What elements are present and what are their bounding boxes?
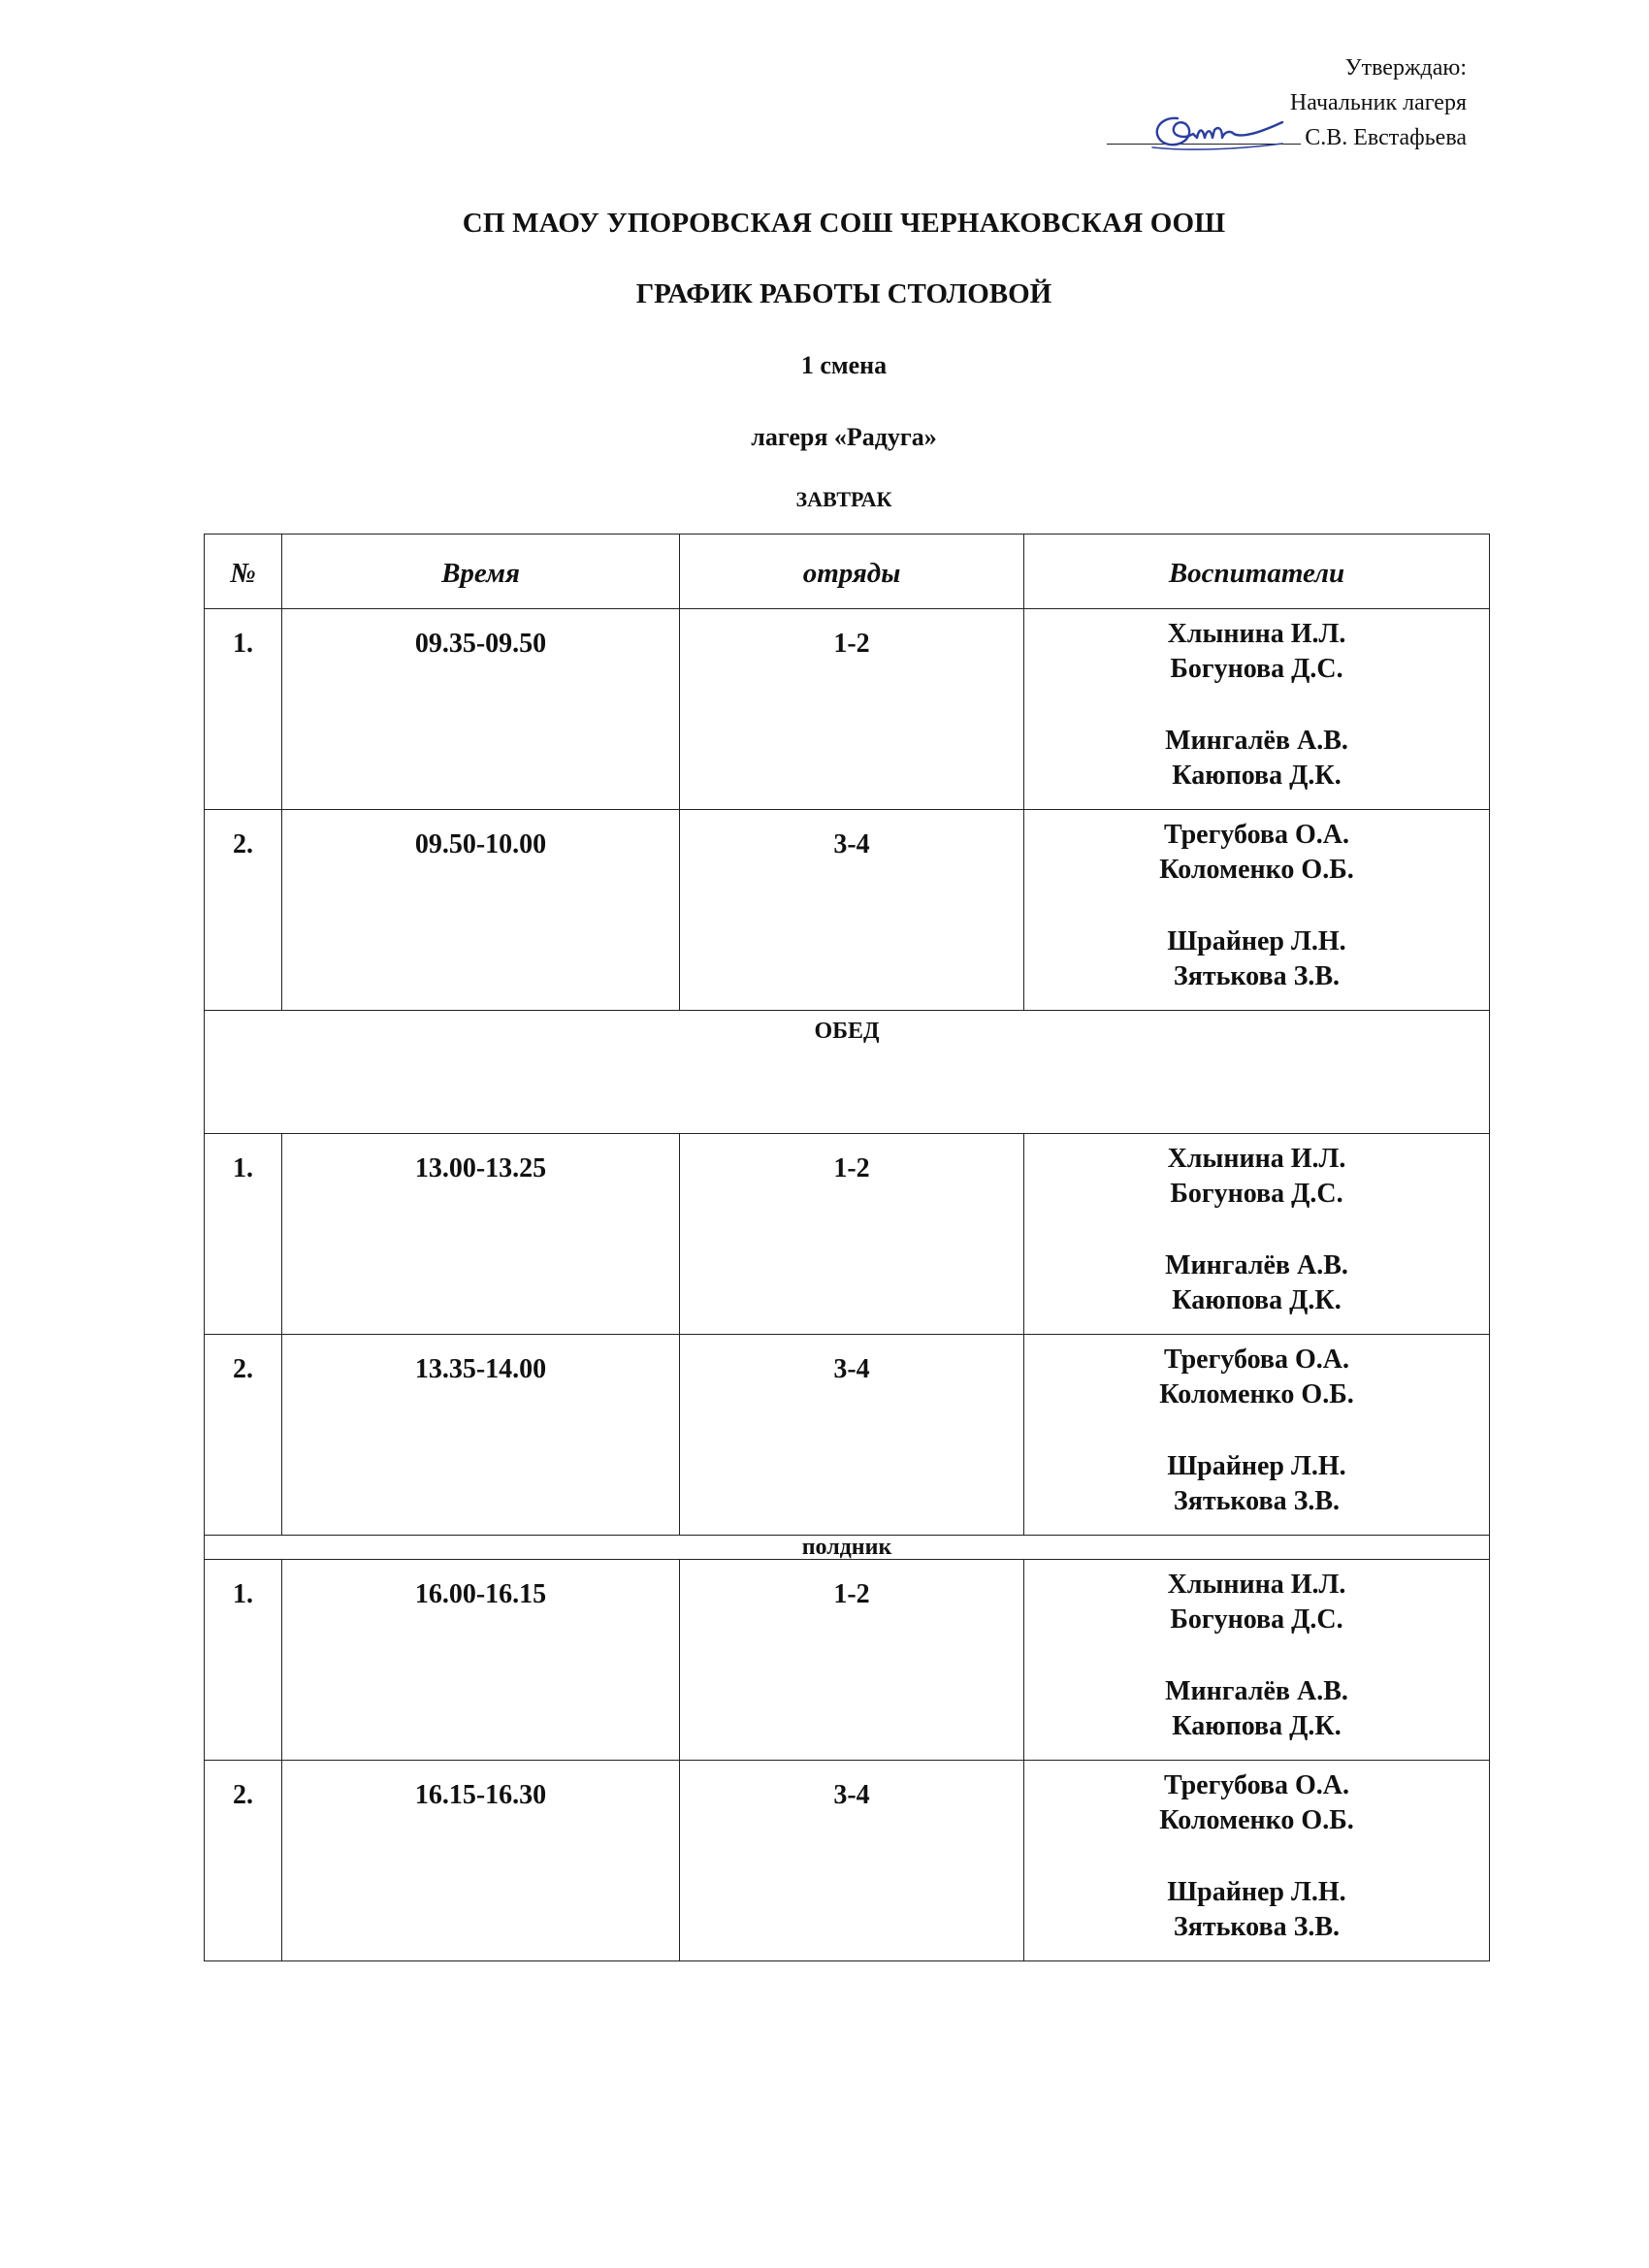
teacher-name: Хлынина И.Л. [1167,1144,1346,1174]
row-number: 1. [205,1134,282,1335]
row-groups: 3-4 [680,1761,1024,1961]
approval-heading: Утверждаю: [1344,55,1467,81]
column-header-groups: отряды [680,535,1024,609]
column-header-teachers: Воспитатели [1024,535,1490,609]
teacher-name: Шрайнер Л.Н. [1167,1451,1346,1481]
teacher-name: Богунова Д.С. [1170,654,1343,684]
section-row-snack [205,1536,1490,1560]
teacher-name: Трегубова О.А. [1163,1345,1349,1375]
row-teachers [1024,1134,1490,1335]
teacher-name: Каюпова Д.К. [1172,1285,1342,1315]
document-title: ГРАФИК РАБОТЫ СТОЛОВОЙ [635,278,1052,309]
row-groups: 1-2 [680,1560,1024,1761]
canteen-schedule-table [204,534,1490,1961]
row-time: 13.35-14.00 [282,1335,680,1536]
school-name: СП МАОУ УПОРОВСКАЯ СОШ ЧЕРНАКОВСКАЯ ООШ [462,208,1226,239]
section-label-lunch: ОБЕД [205,1011,1490,1134]
table-row [205,609,1490,810]
teacher-name: Коломенко О.Б. [1159,855,1354,885]
teacher-name: Мингалёв А.В. [1165,726,1348,756]
approval-signature-line [1107,120,1467,155]
row-groups: 1-2 [680,1134,1024,1335]
teacher-name: Трегубова О.А. [1163,1770,1349,1800]
teacher-name: Мингалёв А.В. [1165,1250,1348,1280]
table-row [205,1761,1490,1961]
breakfast-label: ЗАВТРАК [795,487,892,511]
teacher-name: Каюпова Д.К. [1172,761,1342,791]
row-groups: 3-4 [680,1335,1024,1536]
table-row [205,1335,1490,1536]
teacher-name: Зятькова З.В. [1173,961,1341,991]
section-row-lunch [205,1011,1490,1134]
teacher-name: Зятькова З.В. [1173,1486,1341,1516]
row-number: 1. [205,609,282,810]
teacher-name: Шрайнер Л.Н. [1167,926,1346,956]
teacher-name: Хлынина И.Л. [1167,1570,1346,1600]
row-time: 09.50-10.00 [282,810,680,1011]
teacher-name: Хлынина И.Л. [1167,619,1346,649]
table-row [205,1560,1490,1761]
row-number: 2. [205,1335,282,1536]
row-groups: 1-2 [680,609,1024,810]
row-time: 16.15-16.30 [282,1761,680,1961]
teacher-name: Коломенко О.Б. [1159,1805,1354,1835]
row-groups: 3-4 [680,810,1024,1011]
row-time: 13.00-13.25 [282,1134,680,1335]
column-header-time: Время [282,535,680,609]
approval-name: С.В. Евстафьева [1305,125,1467,150]
row-teachers [1024,609,1490,810]
column-header-number: № [205,535,282,609]
row-teachers [1024,1335,1490,1536]
table-row [205,1134,1490,1335]
shift-label: 1 смена [800,351,888,379]
row-number: 1. [205,1560,282,1761]
row-time: 09.35-09.50 [282,609,680,810]
row-number: 2. [205,810,282,1011]
row-number: 2. [205,1761,282,1961]
teacher-name: Шрайнер Л.Н. [1167,1877,1346,1907]
signature-underline [1107,122,1301,145]
table-row [205,810,1490,1011]
teacher-name: Богунова Д.С. [1170,1179,1343,1209]
row-teachers [1024,1761,1490,1961]
row-time: 16.00-16.15 [282,1560,680,1761]
teacher-name: Богунова Д.С. [1170,1604,1343,1635]
section-label-snack: полдник [205,1536,1490,1560]
teacher-name: Каюпова Д.К. [1172,1711,1342,1741]
row-teachers [1024,1560,1490,1761]
teacher-name: Зятькова З.В. [1173,1912,1341,1942]
teacher-name: Трегубова О.А. [1163,820,1349,850]
teacher-name: Коломенко О.Б. [1159,1379,1354,1409]
approval-position: Начальник лагеря [1289,90,1467,115]
camp-name: лагеря «Радуга» [751,423,937,451]
signature-mark [1141,109,1286,151]
row-teachers [1024,810,1490,1011]
approval-block [1107,50,1467,155]
table-header-row [205,535,1490,609]
teacher-name: Мингалёв А.В. [1165,1676,1348,1706]
